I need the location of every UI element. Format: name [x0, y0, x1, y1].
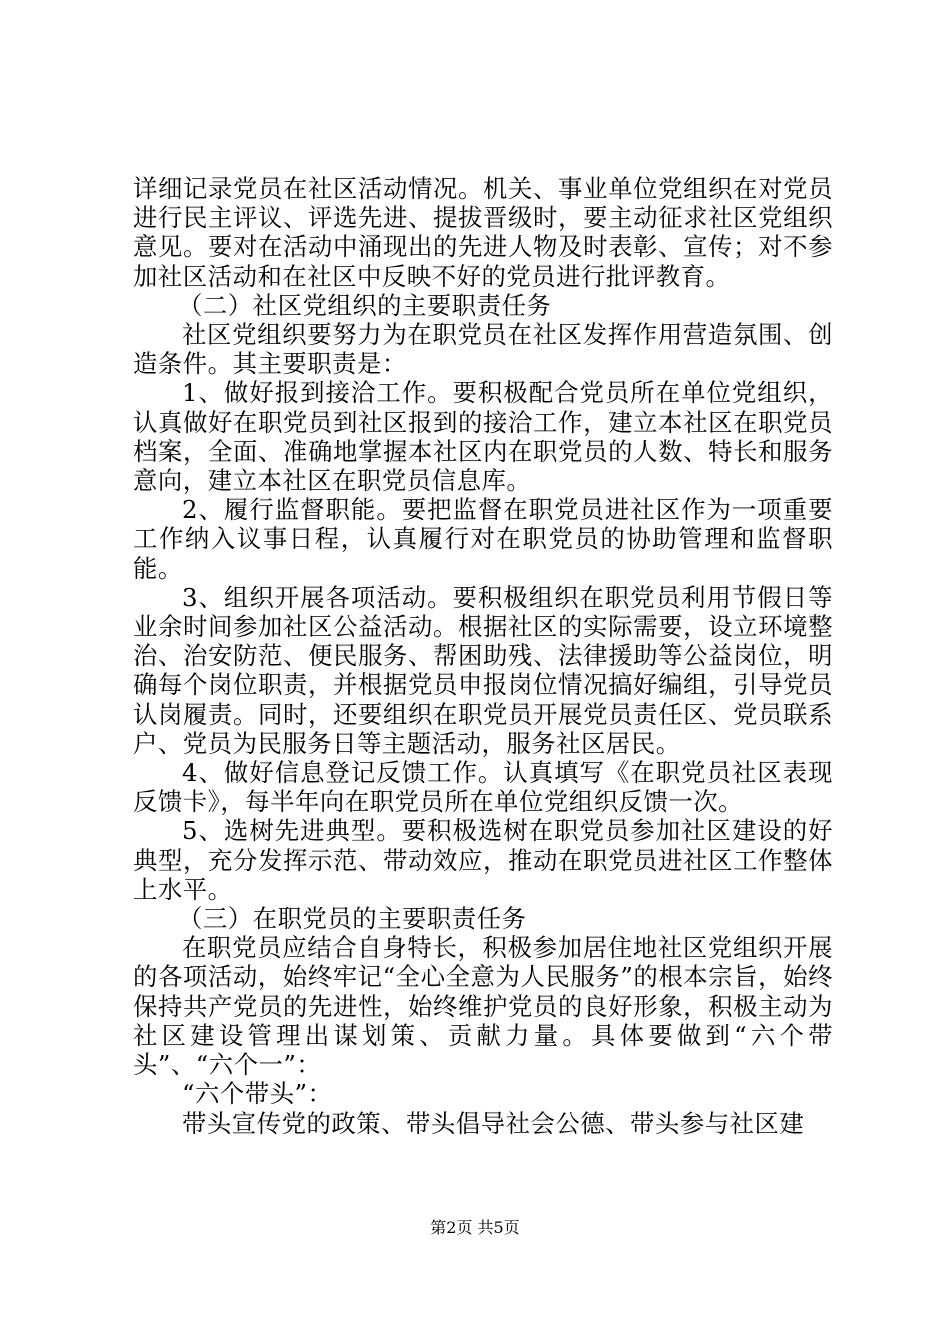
page-number: 第2页 共5页 — [430, 1218, 520, 1237]
paragraph-duties: 在职党员应结合自身特长，积极参加居住地社区党组织开展的各项活动，始终牢记“全心全意为人民服务”的根本宗旨，始终保持共产党员的先进性，始终维护党员的良好形象，积极主动为社区建设管理出谋划策、贡献力量。具体要做到“六个带头”、“六个一”： — [133, 933, 833, 1080]
paragraph-continuation: 详细记录党员在社区活动情况。机关、事业单位党组织在对党员进行民主评议、评选先进、提拔晋级时，要主动征求社区党组织意见。要对在活动中涌现出的先进人物及时表彰、宣传；对不参加社区活动和在社区中反映不好的党员进行批评教育。 — [133, 174, 833, 291]
section-heading-2: （二）社区党组织的主要职责任务 — [178, 290, 552, 320]
paragraph-six-leads: 带头宣传党的政策、带头倡导社会公德、带头参与社区建 — [182, 1108, 805, 1138]
section-heading-3: （三）在职党员的主要职责任务 — [178, 904, 527, 934]
paragraph-item-5: 5、选树先进典型。要积极选树在职党员参加社区建设的好典型，充分发挥示范、带动效应，推动在职党员进社区工作整体上水平。 — [133, 816, 833, 904]
paragraph-item-4: 4、做好信息登记反馈工作。认真填写《在职党员社区表现反馈卡》，每半年向在职党员所在单位党组织反馈一次。 — [133, 758, 833, 817]
document-body — [133, 174, 833, 1138]
page-footer — [0, 1218, 950, 1238]
paragraph-item-2: 2、履行监督职能。要把监督在职党员进社区作为一项重要工作纳入议事日程，认真履行对在职党员的协助管理和监督职能。 — [133, 495, 833, 583]
paragraph-item-3: 3、组织开展各项活动。要积极组织在职党员利用节假日等业余时间参加社区公益活动。根据社区的实际需要，设立环境整治、治安防范、便民服务、帮困助残、法律援助等公益岗位，明确每个岗位职责，并根据党员申报岗位情况搞好编组，引导党员认岗履责。同时，还要组织在职党员开展党员责任区、党员联系户、党员为民服务日等主题活动，服务社区居民。 — [133, 582, 833, 758]
paragraph-intro: 社区党组织要努力为在职党员在社区发挥作用营造氛围、创造条件。其主要职责是： — [133, 320, 833, 379]
paragraph-item-1: 1、做好报到接洽工作。要积极配合党员所在单位党组织，认真做好在职党员到社区报到的接洽工作，建立本社区在职党员档案，全面、准确地掌握本社区内在职党员的人数、特长和服务意向，建立本社区在职党员信息库。 — [133, 378, 833, 496]
paragraph-six-leads-label: “六个带头”： — [182, 1079, 333, 1109]
